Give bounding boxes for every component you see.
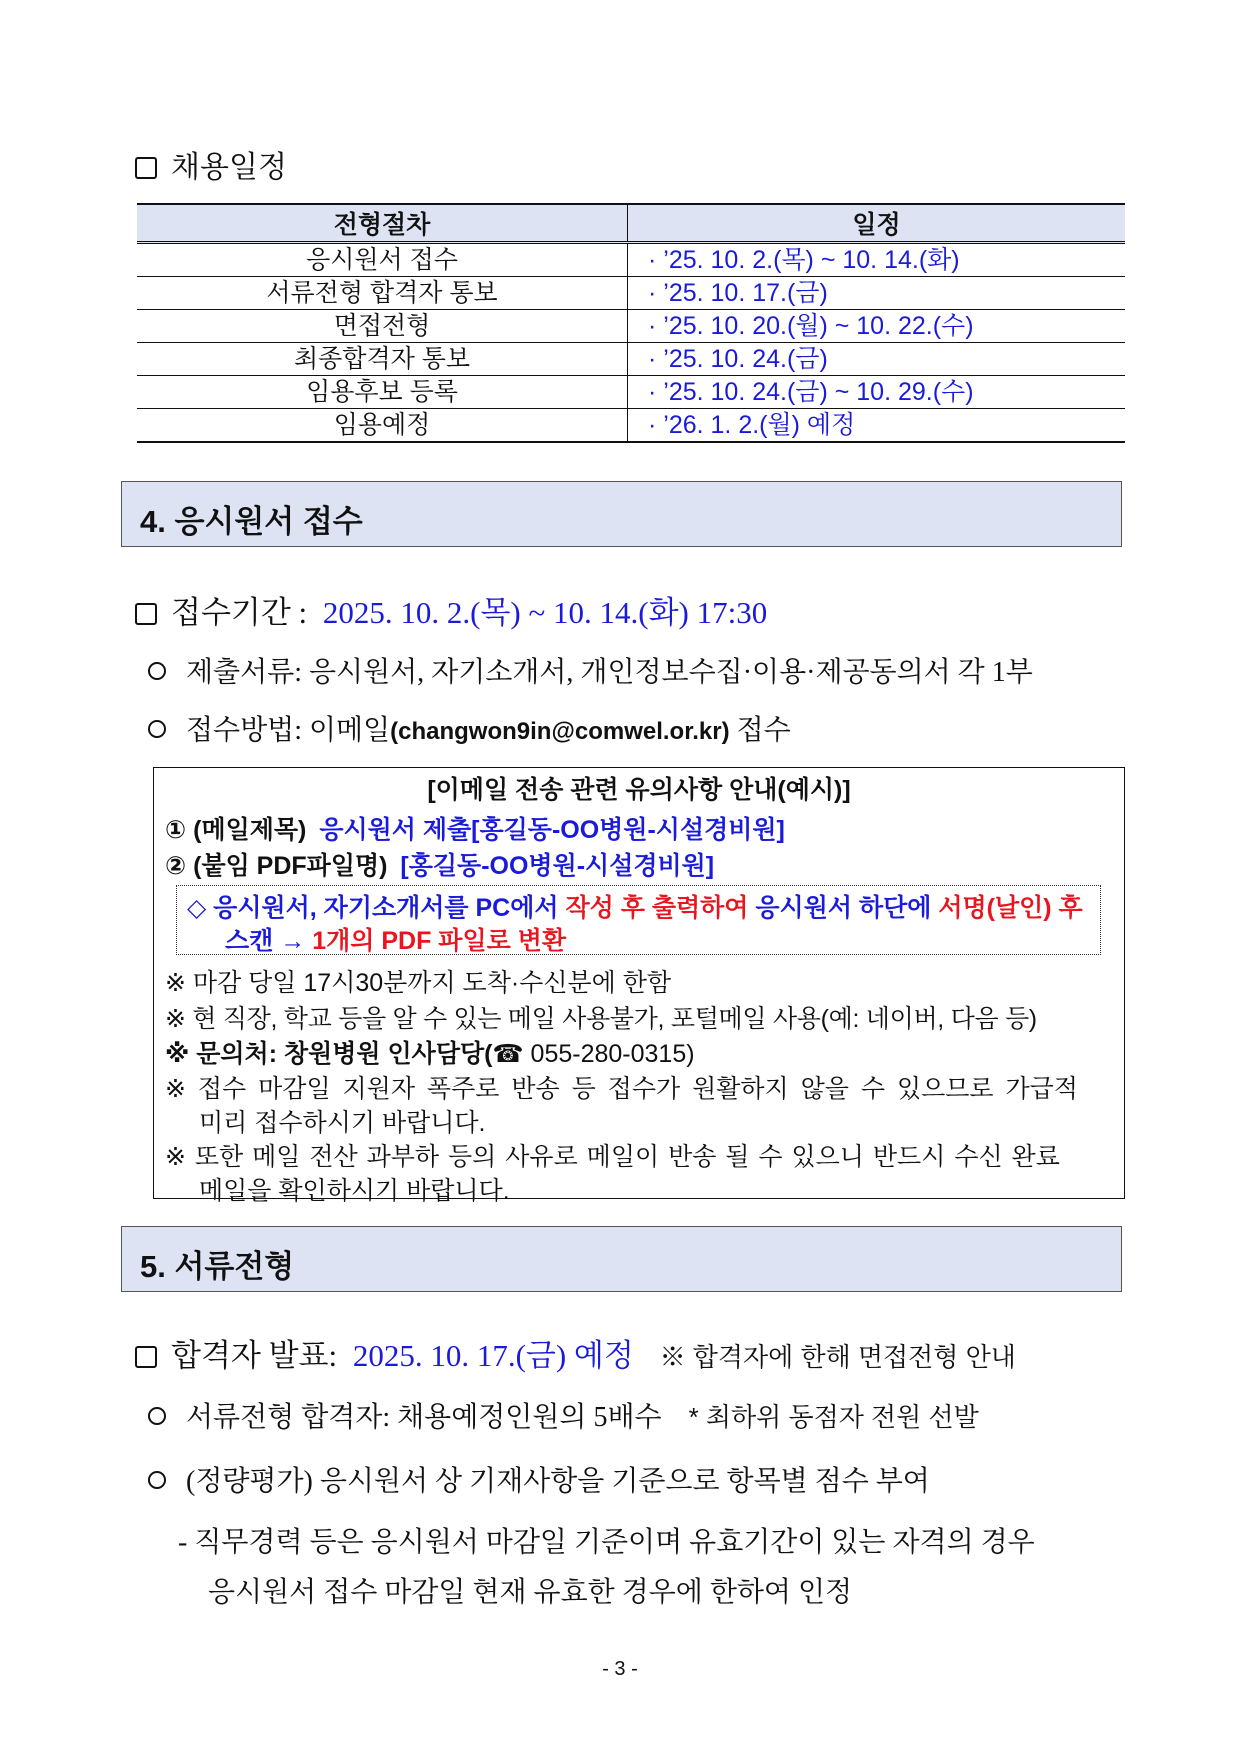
notice-confirm-email-cont: 메일을 확인하시기 바랍니다. bbox=[199, 1177, 510, 1205]
table-row bbox=[137, 243, 1125, 277]
cell-date: · ’25. 10. 20.(월) ~ 10. 22.(수) bbox=[628, 310, 1126, 343]
notice-item-pdf-filename: ② (붙임 PDF파일명) [홍길동-OO병원-시설경비원] bbox=[165, 852, 715, 880]
table-row bbox=[137, 376, 1125, 409]
notice-email-restriction: ※ 현 직장, 학교 등을 알 수 있는 메일 사용불가, 포털메일 사용(예: 네이버, 다음 등) bbox=[165, 1005, 1037, 1033]
table-row bbox=[137, 409, 1125, 443]
document-screening-passers: 서류전형 합격자: 채용예정인원의 5배수 * 최하위 동점자 전원 선발 bbox=[148, 1395, 979, 1435]
notice-contact: ※ 문의처: 창원병원 인사담당(☎ 055-280-0315) bbox=[165, 1040, 695, 1068]
circle-bullet-icon bbox=[148, 1471, 166, 1489]
announcement-date: 2025. 10. 17.(금) 예정 bbox=[352, 1338, 634, 1373]
cell-step: 임용후보 등록 bbox=[137, 376, 628, 409]
column-header-procedure: 전형절차 bbox=[137, 204, 628, 243]
notice-early-submission-cont: 미리 접수하시기 바랍니다. bbox=[199, 1109, 486, 1137]
table-header-row bbox=[137, 204, 1125, 243]
submission-documents: 제출서류: 응시원서, 자기소개서, 개인정보수집·이용·제공동의서 각 1부 bbox=[148, 650, 1033, 690]
checkbox-square-icon bbox=[135, 1346, 157, 1368]
schedule-heading: 채용일정 bbox=[135, 142, 287, 186]
checkbox-square-icon bbox=[135, 603, 157, 625]
pdf-instruction-box bbox=[176, 885, 1101, 955]
circle-bullet-icon bbox=[148, 1407, 166, 1425]
cell-step: 서류전형 합격자 통보 bbox=[137, 277, 628, 310]
cell-step: 응시원서 접수 bbox=[137, 243, 628, 277]
cell-step: 최종합격자 통보 bbox=[137, 343, 628, 376]
result-announcement: 합격자 발표: 2025. 10. 17.(금) 예정 ※ 합격자에 한해 면접전형 안내 bbox=[135, 1330, 1016, 1375]
quantitative-evaluation: (정량평가) 응시원서 상 기재사항을 기준으로 항목별 점수 부여 bbox=[148, 1459, 930, 1499]
table-row bbox=[137, 343, 1125, 376]
section-4-title: 4. 응시원서 접수 bbox=[140, 504, 363, 539]
announcement-note: ※ 합격자에 한해 면접전형 안내 bbox=[659, 1342, 1016, 1372]
phone-number: ☎ 055-280-0315) bbox=[492, 1040, 695, 1068]
section-4-header bbox=[121, 481, 1122, 547]
career-criteria: - 직무경력 등은 응시원서 마감일 기준이며 유효기간이 있는 자격의 경우 bbox=[178, 1527, 1035, 1558]
reception-period-value: 2025. 10. 2.(목) ~ 10. 14.(화) 17:30 bbox=[322, 595, 768, 630]
cell-date: · ’25. 10. 24.(금) bbox=[628, 343, 1126, 376]
cell-date: · ’25. 10. 2.(목) ~ 10. 14.(화) bbox=[628, 243, 1126, 277]
notice-early-submission: ※ 접수 마감일 지원자 폭주로 반송 등 접수가 원활하지 않을 수 있으므로 가급적 bbox=[165, 1075, 1078, 1103]
cell-step: 면접전형 bbox=[137, 310, 628, 343]
pdf-instruction-line1: ◇ 응시원서, 자기소개서를 PC에서 작성 후 출력하여 응시원서 하단에 서명(날인) 후 bbox=[187, 894, 1083, 922]
reception-period: 접수기간 : 2025. 10. 2.(목) ~ 10. 14.(화) 17:30 bbox=[135, 587, 767, 632]
cell-date: · ’26. 1. 2.(월) 예정 bbox=[628, 409, 1126, 443]
schedule-table bbox=[137, 203, 1125, 443]
career-criteria-cont: 응시원서 접수 마감일 현재 유효한 경우에 한하여 인정 bbox=[208, 1577, 853, 1608]
section-5-title: 5. 서류전형 bbox=[140, 1249, 295, 1284]
email-address: (changwon9in@comwel.or.kr) bbox=[390, 718, 730, 745]
section-5-header bbox=[121, 1226, 1122, 1292]
table-row bbox=[137, 310, 1125, 343]
checkbox-square-icon bbox=[135, 157, 157, 179]
notice-confirm-email: ※ 또한 메일 전산 과부하 등의 사유로 메일이 반송 될 수 있으니 반드시 수신 완료 bbox=[165, 1143, 1060, 1171]
table-row bbox=[137, 277, 1125, 310]
page-number: - 3 - bbox=[602, 1658, 638, 1680]
circle-bullet-icon bbox=[148, 662, 166, 680]
submission-method: 접수방법: 이메일(changwon9in@comwel.or.kr) 접수 bbox=[148, 708, 791, 748]
pdf-instruction-line2: 스캔 → 1개의 PDF 파일로 변환 bbox=[225, 927, 566, 955]
cell-date: · ’25. 10. 24.(금) ~ 10. 29.(수) bbox=[628, 376, 1126, 409]
column-header-date: 일정 bbox=[628, 204, 1126, 243]
circle-bullet-icon bbox=[148, 720, 166, 738]
notice-title: [이메일 전송 관련 유의사항 안내(예시)] bbox=[427, 776, 851, 804]
cell-step: 임용예정 bbox=[137, 409, 628, 443]
notice-deadline: ※ 마감 당일 17시30분까지 도착·수신분에 한함 bbox=[165, 969, 672, 997]
email-notice-box bbox=[153, 767, 1125, 1205]
notice-item-mail-subject: ① (메일제목) 응시원서 제출[홍길동-OO병원-시설경비원] bbox=[165, 816, 785, 844]
cell-date: · ’25. 10. 17.(금) bbox=[628, 277, 1126, 310]
